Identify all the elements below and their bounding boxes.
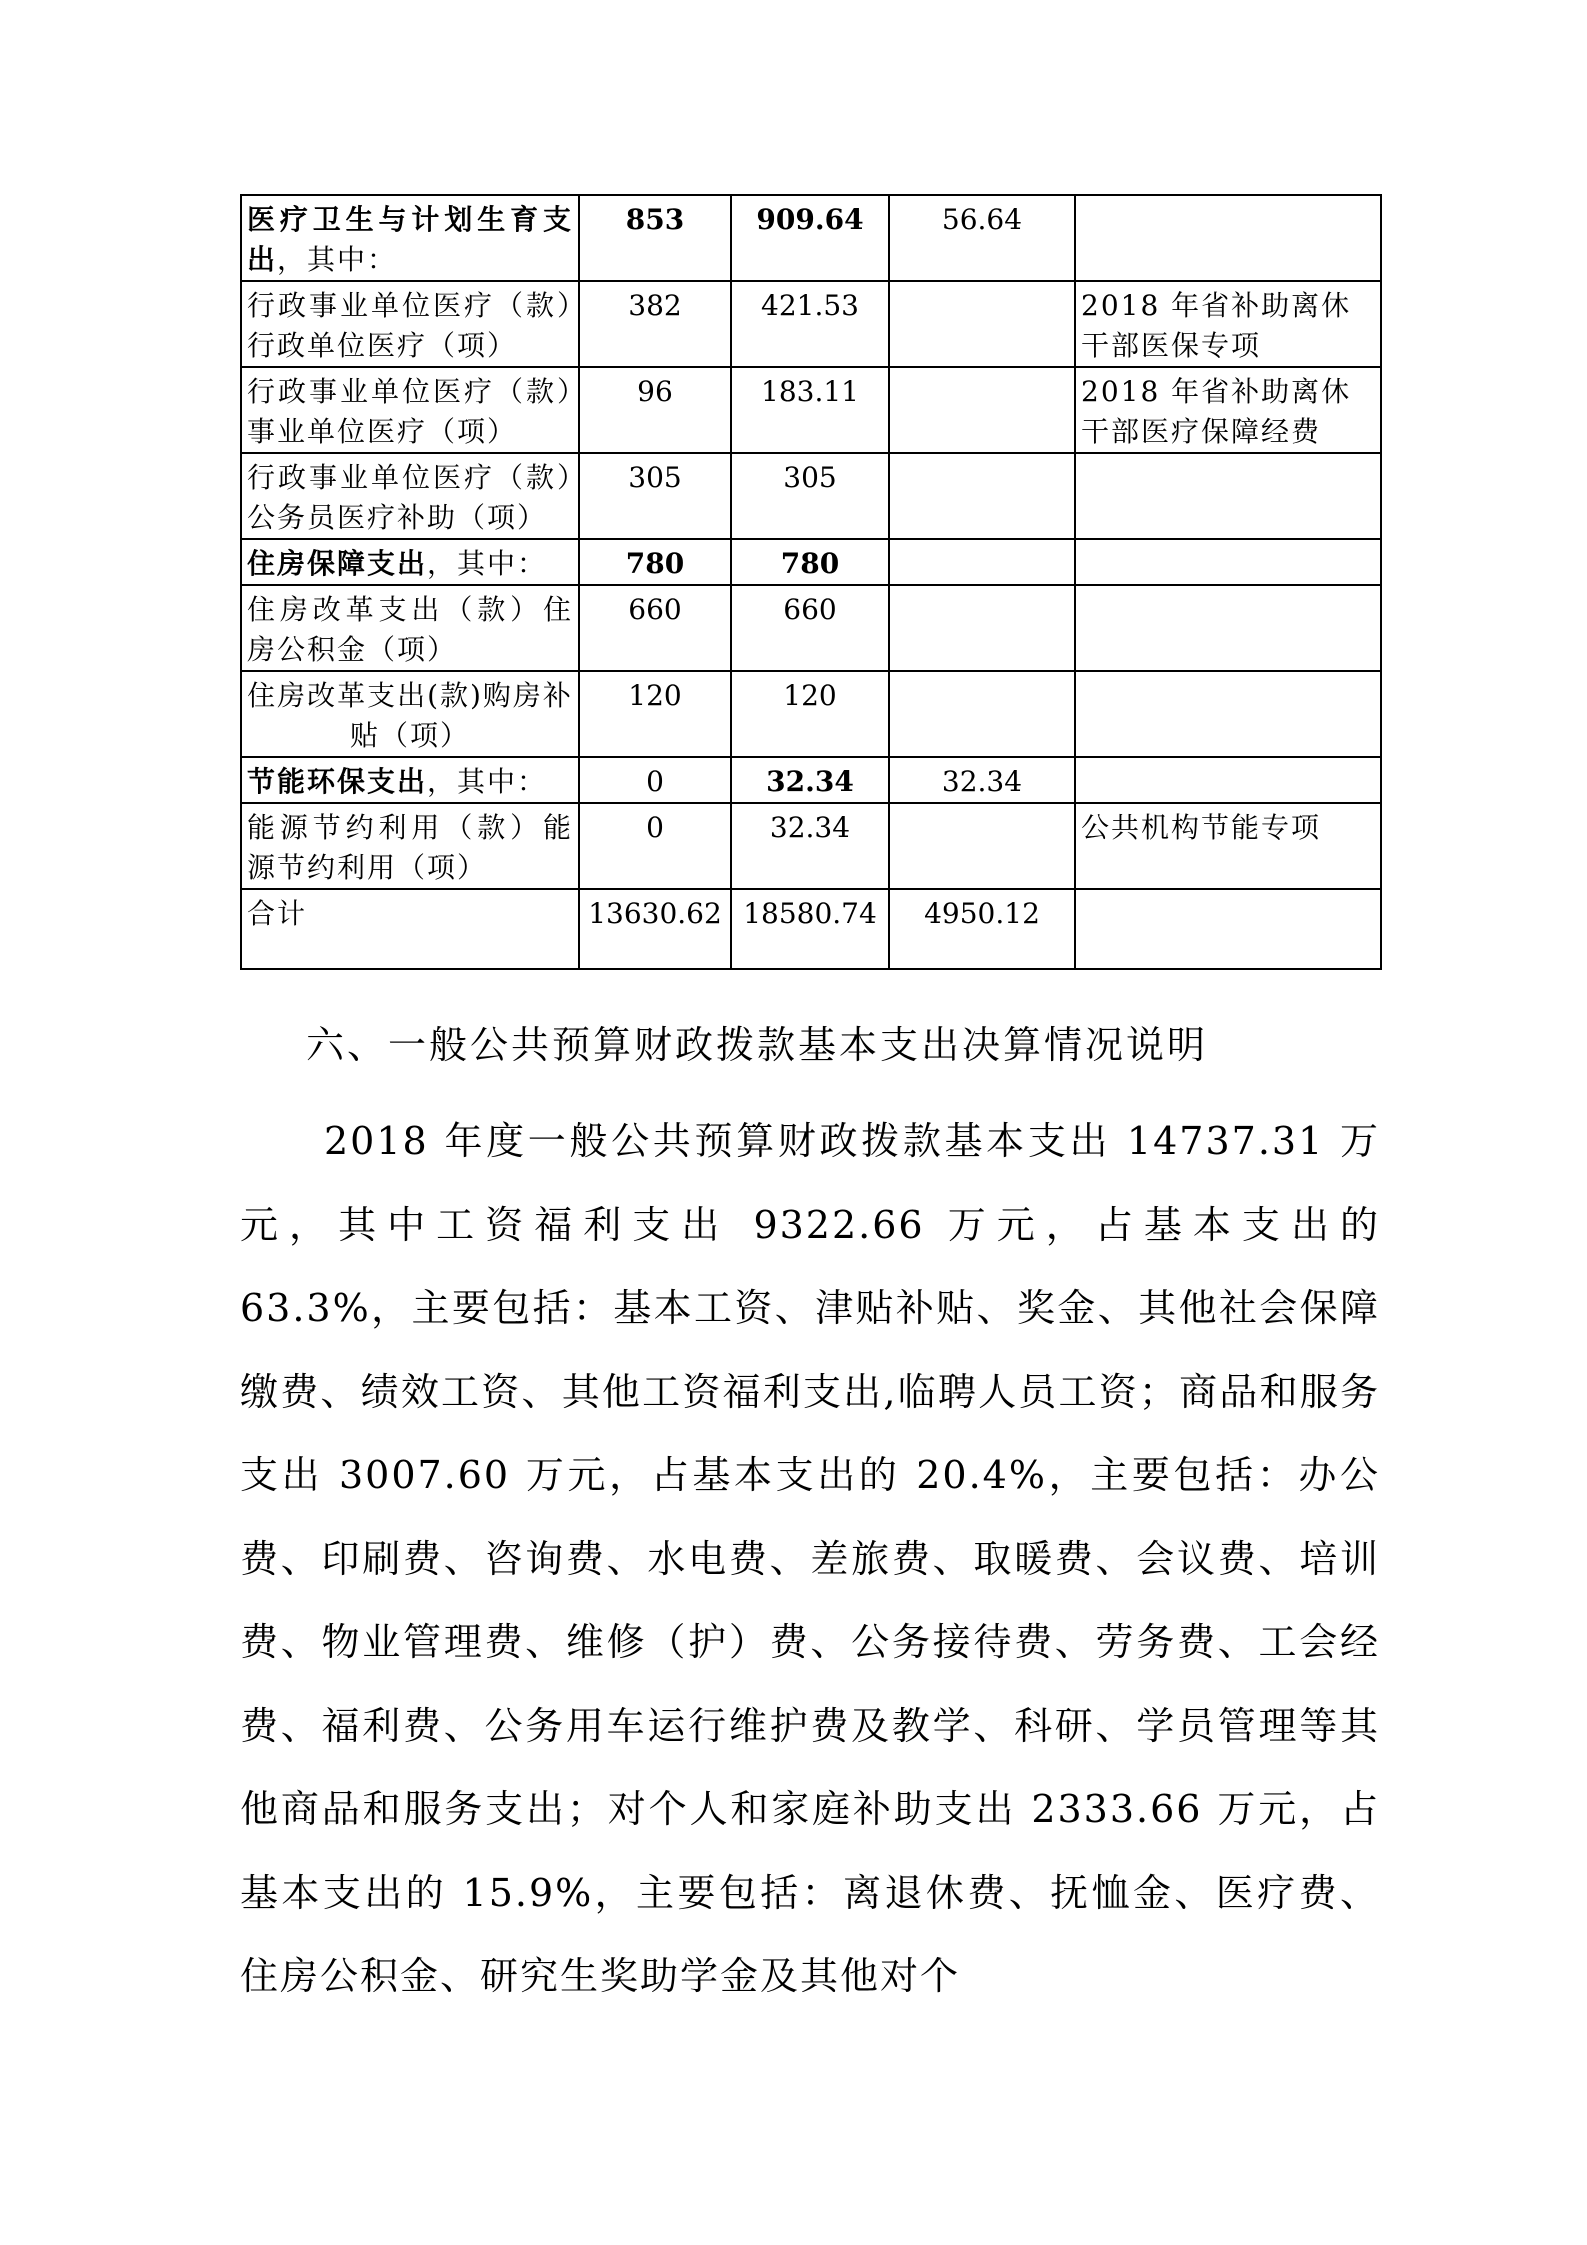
item-cell: 行政事业单位医疗（款）行政单位医疗（项） (241, 281, 579, 367)
table-row (241, 539, 1381, 585)
budget-cell: 660 (579, 585, 731, 671)
final-cell: 120 (731, 671, 889, 757)
note-cell (1075, 585, 1381, 671)
final-cell: 183.11 (731, 367, 889, 453)
diff-cell (889, 453, 1075, 539)
table-row (241, 585, 1381, 671)
item-cell: 住房改革支出（款）住房公积金（项） (241, 585, 579, 671)
diff-cell: 32.34 (889, 757, 1075, 803)
diff-cell (889, 803, 1075, 889)
budget-cell: 120 (579, 671, 731, 757)
item-cell: 合计 (241, 889, 579, 969)
note-cell: 公共机构节能专项 (1075, 803, 1381, 889)
note-cell (1075, 453, 1381, 539)
item-cell: 节能环保支出，其中： (241, 757, 579, 803)
note-cell (1075, 757, 1381, 803)
diff-cell: 4950.12 (889, 889, 1075, 969)
budget-cell: 0 (579, 803, 731, 889)
table-row (241, 367, 1381, 453)
diff-cell (889, 367, 1075, 453)
final-cell: 32.34 (731, 757, 889, 803)
diff-cell (889, 671, 1075, 757)
budget-cell: 96 (579, 367, 731, 453)
note-cell (1075, 195, 1381, 281)
note-cell: 2018 年省补助离休干部医保专项 (1075, 281, 1381, 367)
budget-cell: 382 (579, 281, 731, 367)
note-cell (1075, 539, 1381, 585)
budget-cell: 0 (579, 757, 731, 803)
diff-cell: 56.64 (889, 195, 1075, 281)
final-cell: 909.64 (731, 195, 889, 281)
final-cell: 780 (731, 539, 889, 585)
budget-cell: 780 (579, 539, 731, 585)
final-cell: 660 (731, 585, 889, 671)
item-cell: 行政事业单位医疗（款）事业单位医疗（项） (241, 367, 579, 453)
note-cell (1075, 671, 1381, 757)
diff-cell (889, 539, 1075, 585)
section-heading: 六、一般公共预算财政拨款基本支出决算情况说明 (306, 1023, 1209, 1067)
item-cell: 住房改革支出(款)购房补贴（项） (241, 671, 579, 757)
budget-cell: 13630.62 (579, 889, 731, 969)
item-cell: 住房保障支出，其中： (241, 539, 579, 585)
table-row (241, 281, 1381, 367)
expenditure-table (240, 194, 1382, 970)
final-cell: 421.53 (731, 281, 889, 367)
final-cell: 305 (731, 453, 889, 539)
note-cell (1075, 889, 1381, 969)
table-row (241, 453, 1381, 539)
item-cell: 能源节约利用（款）能源节约利用（项） (241, 803, 579, 889)
table-row (241, 757, 1381, 803)
body-paragraph: 2018 年度一般公共预算财政拨款基本支出 14737.31 万元，其中工资福利支出 9322.66 万元，占基本支出的 63.3%，主要包括：基本工资、津贴补贴、奖金、其他社会保障缴费、绩效工资、其他工资福利支出,临聘人员工资；商品和服务支出 3007.60 万元，占基本支出的 20.4%，主要包括：办公费、印刷费、咨询费、水电费、差旅费、取暖费、会议费、培训费、物业管理费、维修（护）费、公务接待费、劳务费、工会经费、福利费、公务用车运行维护费及教学、科研、学员管理等其他商品和服务支出；对个人和家庭补助支出 2333.66 万元，占基本支出的 15.9%，主要包括：离退休费、抚恤金、医疗费、住房公积金、研究生奖助学金及其他对个 (240, 1119, 1380, 1998)
table-row (241, 671, 1381, 757)
table-row (241, 803, 1381, 889)
final-cell: 18580.74 (731, 889, 889, 969)
diff-cell (889, 585, 1075, 671)
table-row (241, 195, 1381, 281)
budget-cell: 305 (579, 453, 731, 539)
table-row-total (241, 889, 1381, 969)
final-cell: 32.34 (731, 803, 889, 889)
budget-cell: 853 (579, 195, 731, 281)
item-cell: 医疗卫生与计划生育支出，其中： (241, 195, 579, 281)
note-cell: 2018 年省补助离休干部医疗保障经费 (1075, 367, 1381, 453)
diff-cell (889, 281, 1075, 367)
item-cell: 行政事业单位医疗（款）公务员医疗补助（项） (241, 453, 579, 539)
